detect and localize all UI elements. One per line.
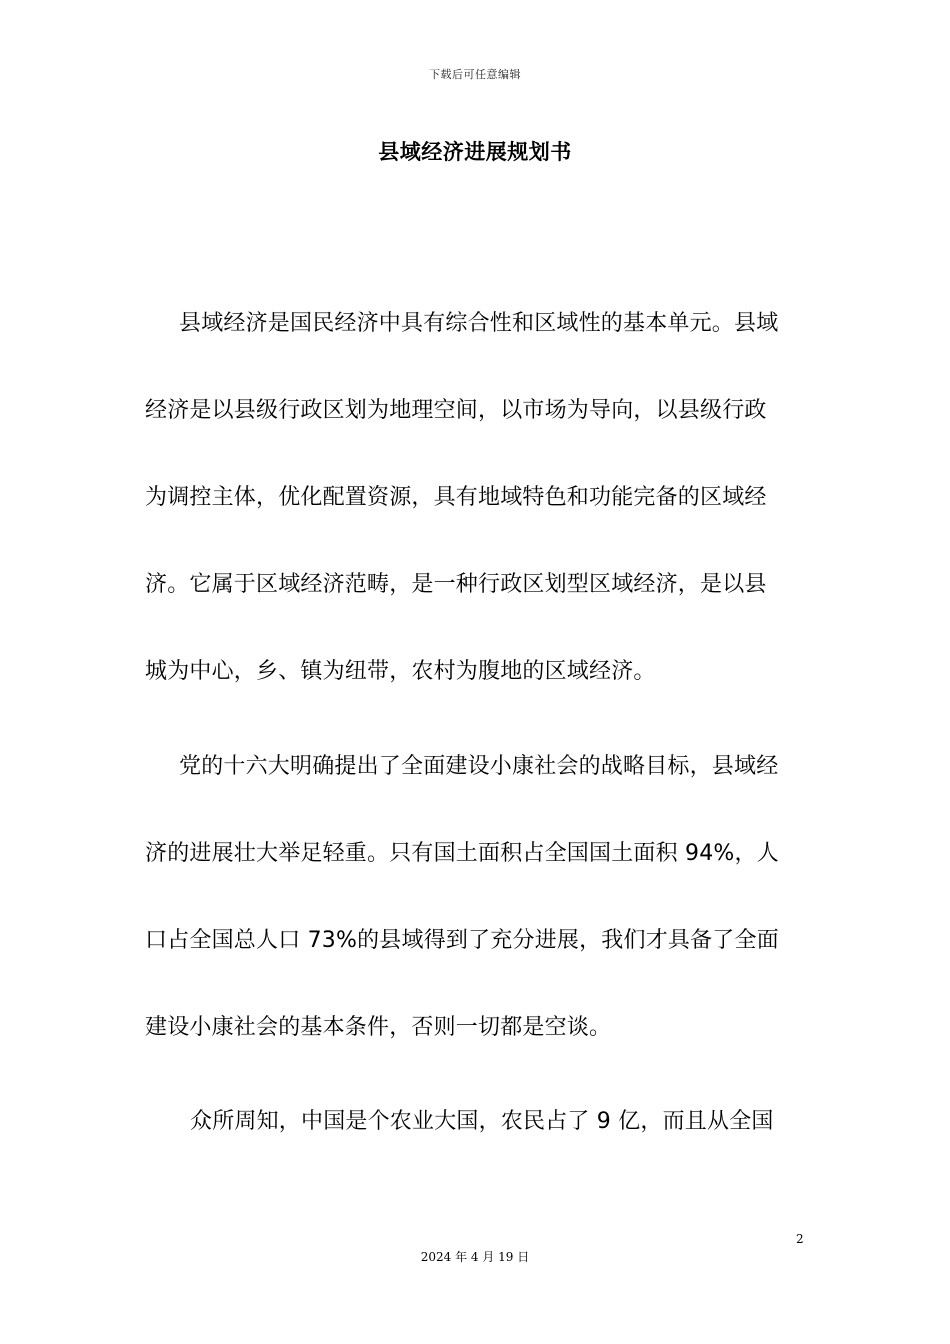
paragraph-1-line-2: 经济是以县级行政区划为地理空间，以市场为导向，以县级行政: [145, 398, 767, 423]
paragraph-1-line-1: 县域经济是国民经济中具有综合性和区域性的基本单元。县域: [179, 311, 779, 336]
header-note: 下载后可任意编辑: [429, 68, 521, 81]
paragraph-2-line-3: 口占全国总人口 73%的县域得到了充分进展，我们才具备了全面: [145, 928, 779, 953]
paragraph-2-line-4: 建设小康社会的基本条件，否则一切都是空谈。: [145, 1015, 612, 1040]
paragraph-2-line-2: 济的进展壮大举足轻重。只有国土面积占全国国土面积 94%，人: [145, 841, 779, 866]
paragraph-1-line-3: 为调控主体，优化配置资源，具有地域特色和功能完备的区域经: [145, 485, 767, 510]
paragraph-1-line-4: 济。它属于区域经济范畴，是一种行政区划型区域经济，是以县: [145, 572, 767, 597]
page-number: 2: [796, 1232, 804, 1246]
paragraph-3-line-1: 众所周知，中国是个农业大国，农民占了 9 亿，而且从全国: [190, 1109, 774, 1134]
paragraph-1-line-5: 城为中心，乡、镇为纽带，农村为腹地的区域经济。: [145, 659, 656, 684]
footer-date: 2024 年 4 月 19 日: [420, 1250, 530, 1264]
paragraph-2-line-1: 党的十六大明确提出了全面建设小康社会的战略目标，县域经: [179, 754, 779, 779]
document-title: 县域经济进展规划书: [378, 140, 572, 164]
